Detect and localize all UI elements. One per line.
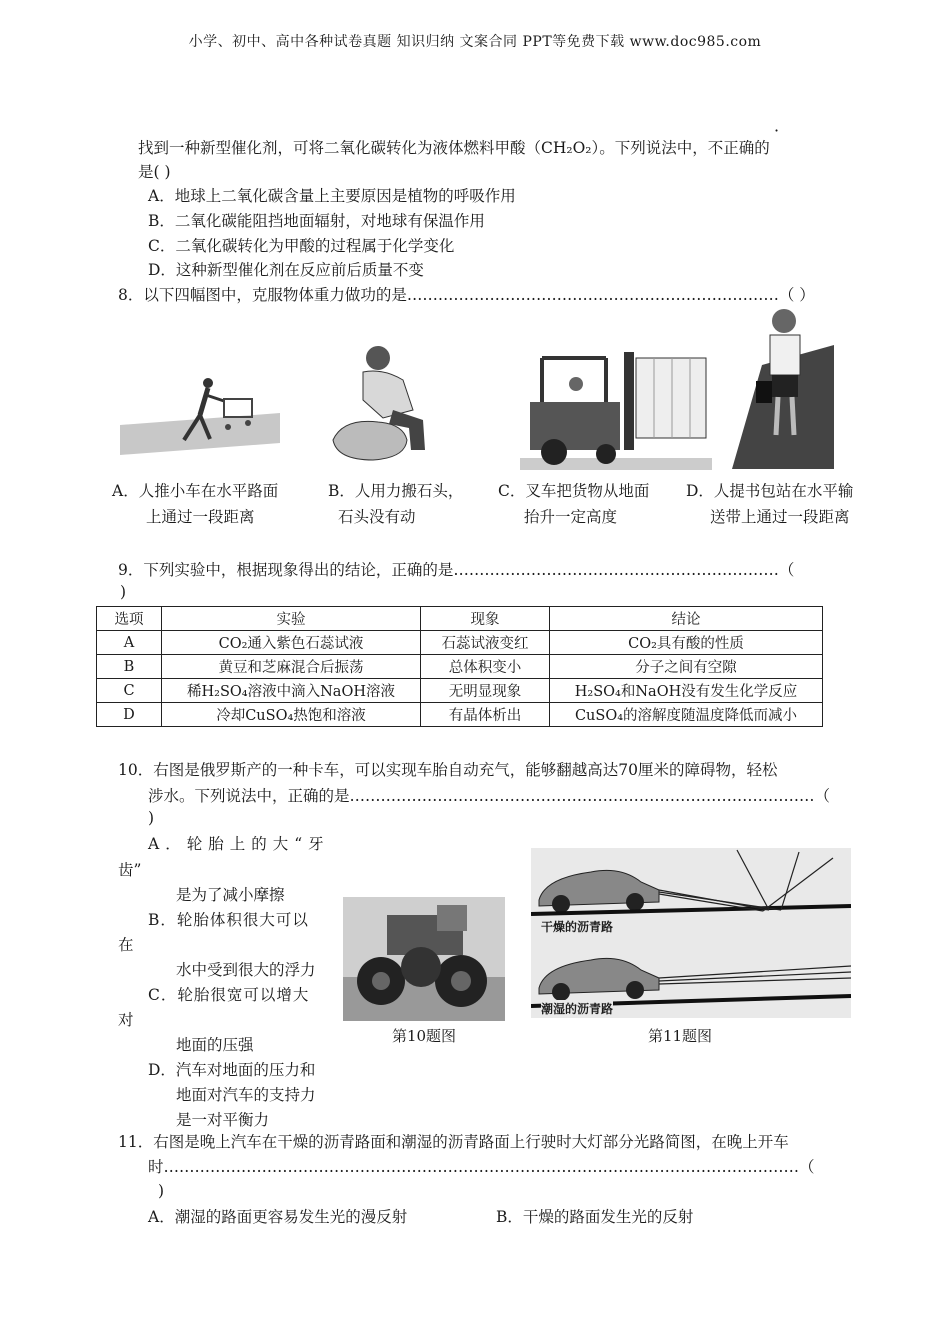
q10-option-a-line2: 齿” <box>118 861 142 879</box>
q8-figure-d-conveyor <box>732 305 834 469</box>
table-cell: 有晶体析出 <box>421 703 550 727</box>
q10-option-c-line3: 地面的压强 <box>176 1036 254 1054</box>
q8-caption-d-line1: D．人提书包站在水平输 <box>686 482 854 500</box>
q8-stem: 8．以下四幅图中，克服物体重力做功的是………………………………………………………………（ ） <box>118 286 815 304</box>
q9-stem-tail: ) <box>120 583 127 601</box>
q10-stem-line1: 10．右图是俄罗斯产的一种卡车，可以实现车胎自动充气，能够翻越高达70厘米的障碍物，轻松 <box>118 761 778 779</box>
table-header-cell: 现象 <box>421 607 550 631</box>
q10-option-b-line3: 水中受到很大的浮力 <box>176 961 316 979</box>
q11-figure-caption: 第11题图 <box>647 1027 713 1045</box>
table-cell: CuSO₄的溶解度随温度降低而减小 <box>550 703 823 727</box>
table-header-row <box>97 607 823 631</box>
q11-stem-line3: ) <box>158 1182 165 1200</box>
q8-caption-b-line1: B．人用力搬石头， <box>328 482 464 500</box>
q10-option-d-line3: 是一对平衡力 <box>176 1111 270 1129</box>
q7-option-a: A．地球上二氧化碳含量上主要原因是植物的呼吸作用 <box>148 187 516 205</box>
q10-option-a-line1: A．轮胎上的大“牙 <box>148 835 330 853</box>
q8-figure-c-forklift <box>520 352 712 470</box>
table-header-cell: 选项 <box>97 607 162 631</box>
q10-option-d-line2: 地面对汽车的支持力 <box>176 1086 316 1104</box>
q8-caption-a-line1: A．人推小车在水平路面 <box>112 482 279 500</box>
table-cell: 稀H₂SO₄溶液中滴入NaOH溶液 <box>162 679 421 703</box>
table-row <box>97 655 823 679</box>
table-header-cell: 实验 <box>162 607 421 631</box>
table-cell: CO₂具有酸的性质 <box>550 631 823 655</box>
table-cell: 分子之间有空隙 <box>550 655 823 679</box>
q8-caption-d-line2: 送带上通过一段距离 <box>710 508 850 526</box>
table-cell: C <box>97 679 162 703</box>
q11-wet-road-label: 潮湿的沥青路 <box>541 1002 614 1016</box>
q8-caption-c-line1: C．叉车把货物从地面 <box>498 482 650 500</box>
q8-figure-a-cart <box>120 365 280 455</box>
table-cell: H₂SO₄和NaOH没有发生化学反应 <box>550 679 823 703</box>
q10-option-a-line3: 是为了减小摩擦 <box>176 886 285 904</box>
q7-intro-line2: 是( ) <box>138 163 171 181</box>
table-cell: 冷却CuSO₄热饱和溶液 <box>162 703 421 727</box>
q11-dry-road-label: 干燥的沥青路 <box>541 920 614 934</box>
q11-option-a: A．潮湿的路面更容易发生光的漫反射 <box>148 1208 408 1226</box>
q8-figure-b-rock <box>323 340 443 470</box>
table-cell: 无明显现象 <box>421 679 550 703</box>
page-header: 小学、初中、高中各种试卷真题 知识归纳 文案合同 PPT等免费下载 www.doc985.com <box>188 34 762 50</box>
q8-caption-a-line2: 上通过一段距离 <box>146 508 255 526</box>
q10-option-d-line1: D．汽车对地面的压力和 <box>148 1061 316 1079</box>
q7-option-d: D．这种新型催化剂在反应前后质量不变 <box>148 261 424 279</box>
table-row <box>97 631 823 655</box>
q9-experiment-table <box>96 606 823 727</box>
table-cell: 总体积变小 <box>421 655 550 679</box>
table-row <box>97 679 823 703</box>
q10-option-c-line2: 对 <box>118 1011 134 1029</box>
q8-caption-c-line2: 抬升一定高度 <box>524 508 618 526</box>
q10-option-b-line1: B．轮胎体积很大可以 <box>148 911 309 929</box>
q11-stem-line2: 时……………………………………………………………………………………………………………（ <box>148 1158 815 1176</box>
q11-stem-line1: 11．右图是晚上汽车在干燥的沥青路面和潮湿的沥青路面上行驶时大灯部分光路简图，在晚上开车 <box>118 1133 789 1151</box>
emphasis-dot: · <box>774 121 780 140</box>
q7-option-c: C．二氧化碳转化为甲酸的过程属于化学变化 <box>148 237 455 255</box>
q10-truck-photo <box>343 897 505 1021</box>
table-header-cell: 结论 <box>550 607 823 631</box>
table-cell: B <box>97 655 162 679</box>
table-row <box>97 703 823 727</box>
table-cell: D <box>97 703 162 727</box>
q10-option-b-line2: 在 <box>118 936 134 954</box>
table-cell: 石蕊试液变红 <box>421 631 550 655</box>
q10-figure-caption: 第10题图 <box>391 1027 457 1045</box>
q10-stem-line2: 涉水。下列说法中，正确的是………………………………………………………………………………（ <box>148 787 831 805</box>
q10-option-c-line1: C．轮胎很宽可以增大 <box>148 986 310 1004</box>
q11-option-b: B．干燥的路面发生光的反射 <box>496 1208 694 1226</box>
q7-intro-line1: 找到一种新型催化剂，可将二氧化碳转化为液体燃料甲酸（CH₂O₂）。下列说法中，不正确的 <box>138 139 770 157</box>
q10-stem-line3: ) <box>148 809 155 827</box>
q7-option-b: B．二氧化碳能阻挡地面辐射，对地球有保温作用 <box>148 212 485 230</box>
table-cell: A <box>97 631 162 655</box>
table-cell: CO₂通入紫色石蕊试液 <box>162 631 421 655</box>
q8-caption-b-line2: 石头没有动 <box>338 508 416 526</box>
q9-stem: 9．下列实验中，根据现象得出的结论，正确的是………………………………………………………（ <box>118 561 795 579</box>
table-cell: 黄豆和芝麻混合后振荡 <box>162 655 421 679</box>
